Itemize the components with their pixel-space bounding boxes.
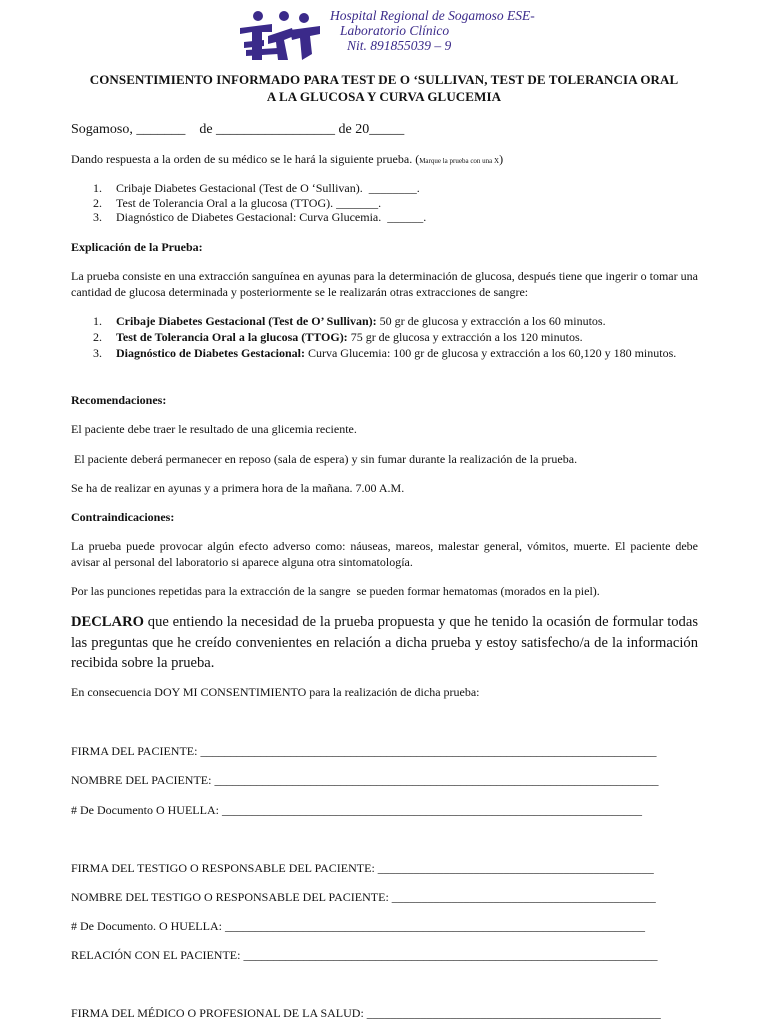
intro-line	[71, 152, 503, 170]
list-item	[71, 313, 701, 329]
explanation-heading: Explicación de la Prueba:	[71, 240, 203, 254]
item-number: 1.	[93, 314, 102, 328]
item-text: Cribaje Diabetes Gestacional (Test de O ‘Sullivan). ________.	[116, 181, 420, 195]
contraindications-heading: Contraindicaciones:	[71, 510, 175, 524]
patient-document-line: # De Documento O HUELLA: ______________________________________________________________________	[71, 803, 642, 817]
item-text: Curva Glucemia: 100 gr de glucosa y extracción a los 60,120 y 180 minutos.	[304, 346, 677, 360]
document-title	[60, 71, 708, 105]
title-line-2: A LA GLUCOSA Y CURVA GLUCEMIA	[266, 89, 502, 104]
intro-text: Dando respuesta a la orden de su médico se le hará la siguiente prueba. (	[71, 152, 420, 166]
explanation-paragraph: La prueba consiste en una extracción sanguínea en ayunas para la determinación de glucosa, después tiene que ingerir o tomar una cantidad de glucosa determinada y posteriormente se le realizarán otras extracciones de sangre:	[71, 269, 698, 299]
patient-name-line: NOMBRE DEL PACIENTE: __________________________________________________________________________	[71, 773, 659, 787]
item-text: Diagnóstico de Diabetes Gestacional: Curva Glucemia. ______.	[116, 210, 427, 224]
item-bold: Diagnóstico de Diabetes Gestacional:	[116, 346, 305, 360]
item-number: 2.	[93, 195, 102, 210]
hospital-nit: Nit. 891855039 – 9	[347, 38, 452, 53]
item-number: 2.	[93, 330, 102, 344]
recommendation-2: El paciente deberá permanecer en reposo (sala de espera) y sin fumar durante la realización de la prueba.	[71, 452, 578, 466]
item-number: 1.	[93, 181, 102, 195]
contraindication-1: La prueba puede provocar algún efecto adverso como: náuseas, mareos, malestar general, vómitos, muerte. El paciente debe avisar al personal del laboratorio si aparece alguna otra sintomatología.	[71, 539, 698, 569]
recommendation-1: El paciente debe traer le resultado de una glicemia reciente.	[71, 422, 357, 436]
item-bold: Cribaje Diabetes Gestacional (Test de O’ Sullivan):	[116, 314, 377, 328]
witness-document-line: # De Documento. O HUELLA: ______________________________________________________________________	[71, 919, 645, 933]
lab-name: Laboratorio Clínico	[340, 23, 450, 38]
declaration-paragraph	[71, 612, 698, 674]
declaration-text: que entiendo la necesidad de la prueba propuesta y que he tenido la ocasión de formular todas las preguntas que he creído convenientes en relación a dicha prueba y estoy satisfecho/a de la información recibida sobre la prueba.	[71, 614, 698, 671]
date-line: Sogamoso, _______ de _________________ de 20_____	[71, 122, 405, 137]
test-details-list	[71, 313, 701, 361]
item-text: 50 gr de glucosa y extracción a los 60 minutos.	[376, 314, 606, 328]
hospital-heading	[330, 8, 535, 53]
recommendations-heading: Recomendaciones:	[71, 393, 167, 407]
list-item	[71, 345, 701, 361]
hospital-name: Hospital Regional de Sogamoso ESE-	[330, 8, 535, 23]
doctor-signature-line: FIRMA DEL MÉDICO O PROFESIONAL DE LA SALUD: _________________________________________________	[71, 1006, 661, 1020]
item-bold: Test de Tolerancia Oral a la glucosa (TTOG):	[116, 330, 348, 344]
test-options-list	[71, 181, 701, 225]
list-item	[71, 329, 701, 345]
item-text: Test de Tolerancia Oral a la glucosa (TTOG). _______.	[116, 195, 382, 210]
relation-line: RELACIÓN CON EL PACIENTE: _____________________________________________________________________	[71, 948, 658, 962]
list-item	[71, 196, 701, 211]
hospital-figures-logo	[238, 10, 322, 62]
declaration-bold: DECLARO	[71, 614, 144, 630]
recommendation-3: Se ha de realizar en ayunas y a primera hora de la mañana. 7.00 A.M.	[71, 481, 405, 495]
intro-note: Marque la prueba con una X	[419, 157, 500, 165]
list-item	[71, 181, 701, 196]
patient-signature-line: FIRMA DEL PACIENTE: ____________________________________________________________________________	[71, 744, 657, 758]
title-line-1: CONSENTIMIENTO INFORMADO PARA TEST DE O ‘SULLIVAN, TEST DE TOLERANCIA ORAL	[89, 72, 679, 87]
consent-line: En consecuencia DOY MI CONSENTIMIENTO para la realización de dicha prueba:	[71, 685, 480, 699]
contraindication-2: Por las punciones repetidas para la extracción de la sangre se pueden formar hematomas (morados en la piel).	[71, 584, 600, 598]
item-text: 75 gr de glucosa y extracción a los 120 minutos.	[347, 330, 583, 344]
list-item	[71, 210, 701, 225]
intro-close: )	[499, 152, 504, 166]
item-number: 3.	[93, 210, 102, 224]
witness-signature-line: FIRMA DEL TESTIGO O RESPONSABLE DEL PACIENTE: ______________________________________________	[71, 861, 654, 875]
item-number: 3.	[93, 346, 102, 360]
witness-name-line: NOMBRE DEL TESTIGO O RESPONSABLE DEL PACIENTE: ____________________________________________	[71, 890, 656, 904]
